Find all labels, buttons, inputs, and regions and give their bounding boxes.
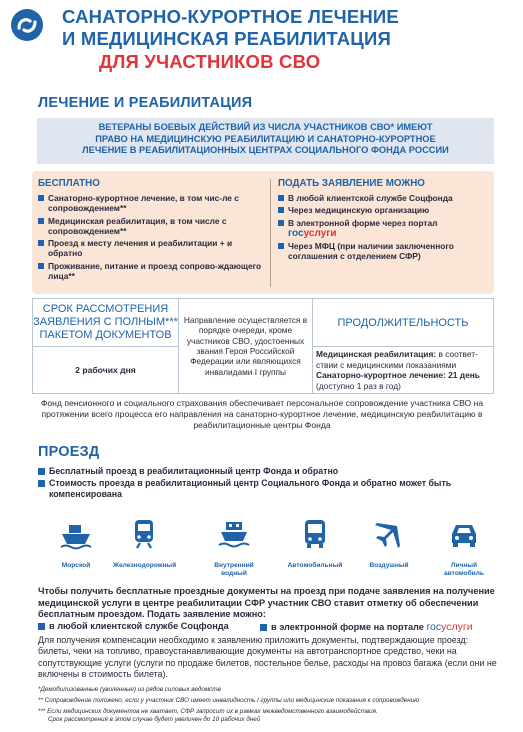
transport-label [203,562,265,577]
footnote: *** Если медицинских документов не хватает, СФР запросит их в рамках межведомственного взаимодействия. [38,708,378,715]
car-icon [441,517,487,563]
footnote: ** Сопровождение положено, если у участник СВО имеет инвалидность I группы или медицинские показания к сопровождению [38,697,419,704]
compensation-text: Для получения компенсации необходимо к заявлению приложить документы, подтверждающие проезд: билеты, чеки на топливо, правоустанавливающие документы на автотранспортное средство, чеки на сопутствующие услуги (услуги по продаже билетов, постельное белье, расходы на провоз багажа (если они не включены в стоимость билета). [38,635,497,679]
free-heading: БЕСПЛАТНО [38,178,100,189]
travel-item: Бесплатный проезд в реабилитационный центр Фонда и обратно [38,466,498,477]
support-note: Фонд пенсионного и социального страхования обеспечивает персональное сопровождение участника СВО на протяжении всего процесса его направления на санаторно-курортное лечение, медицинскую реабилитацию в реабилитационные центры Фонда [40,398,484,430]
apply-column [278,178,490,264]
option-text: в любой клиентской службе Соцфонда [49,621,229,631]
transport-label-text: Внутренний водный [214,562,254,577]
travel-item: Стоимость проезда в реабилитационный центр Социального Фонда и обратно может быть компенсирована [38,478,498,500]
free-item: Проезд к месту лечения и реабилитации + и обратно [38,238,264,259]
conditions-table [32,298,494,394]
benefits-panel [32,171,494,294]
apply-heading: ПОДАТЬ ЗАЯВЛЕНИЕ МОЖНО [278,178,425,189]
train-icon [121,517,167,563]
transport-label: Железнодорожный [113,562,177,569]
apply-item [278,218,490,240]
free-travel-instructions: Чтобы получить бесплатные проездные документы на проезд при подаче заявления на получение медицинской услуги в центре реабилитации СФР участник СВО ставит отметку об обеспечении бесплатным проездом. Подать заявление можно: [38,586,495,620]
title-line2: И МЕДИЦИНСКАЯ РЕАБИЛИТАЦИЯ [62,28,391,49]
intro-banner [37,118,494,164]
apply-item: В любой клиентской службе Соцфонда [278,193,490,203]
option-client-service [38,621,229,631]
option-online [260,621,473,633]
gosuslugi-logo-part1: гос [426,621,442,633]
transport-label: Автомобильный [287,562,343,569]
table-queue-note: Направление осуществляется в порядке очереди, кроме участников СВО, удостоенных звания Героя Российской Федерации или являющихся инвалидами I группы [179,299,313,394]
title-line3: ДЛЯ УЧАСТНИКОВ СВО [99,51,321,72]
intro-line3: ЛЕЧЕНИЕ В РЕАБИЛИТАЦИОННЫХ ЦЕНТРАХ СОЦИАЛЬНОГО ФОНДА РОССИИ [82,145,449,155]
option-text: в электронной форме на портале [271,622,424,632]
bus-icon [292,517,338,563]
footnote: Срок рассмотрения в этом случае будет увеличен до 10 рабочих дней [48,716,261,723]
section-heading-treatment: ЛЕЧЕНИЕ И РЕАБИЛИТАЦИЯ [38,95,253,111]
footnote: *Демобилизованные (уволенные) из рядов силовых ведомств [38,686,221,693]
table-header-term: СРОК РАССМОТРЕНИЯ ЗАЯВЛЕНИЯ С ПОЛНЫМ*** ПАКЕТОМ ДОКУМЕНТОВ [33,299,179,347]
apply-item: Через медицинскую организацию [278,205,490,215]
airplane-icon [366,517,412,563]
intro-line2: ПРАВО НА МЕДИЦИНСКУЮ РЕАБИЛИТАЦИЮ И САНАТОРНО-КУРОРТНОЕ [95,133,436,144]
bullet-square-icon [260,624,267,631]
free-column [38,178,264,283]
duration-med-label: Медицинская реабилитация: [316,349,437,359]
table-term-value: 2 рабочих дня [33,347,179,394]
title-line1: САНАТОРНО-КУРОРТНОЕ ЛЕЧЕНИЕ [62,6,399,27]
panel-divider [270,179,271,287]
free-item: Санаторно-курортное лечение, в том чис-ле с сопровождением** [38,193,264,214]
table-duration-value [313,347,494,394]
transport-label: Морской [61,562,91,569]
gosuslugi-logo[interactable] [288,228,337,239]
sfr-logo-icon [10,8,44,42]
duration-san-label: Санаторно-курортное лечение: 21 день [316,370,480,380]
intro-line1: ВЕТЕРАНЫ БОЕВЫХ ДЕЙСТВИЙ ИЗ ЧИСЛА УЧАСТНИКОВ СВО* ИМЕЮТ [98,122,433,132]
gosuslugi-logo-part2: услуги [303,227,337,239]
section-heading-travel: ПРОЕЗД [38,444,100,460]
river-boat-icon [211,517,257,563]
ship-icon [53,517,99,563]
gosuslugi-logo[interactable] [426,621,472,633]
bullet-square-icon [38,623,45,630]
transport-label: Личный автомобиль [444,562,484,577]
gosuslugi-logo-part2: услуги [441,621,473,633]
transport-label: Воздушный [369,562,409,569]
apply-item-text: В электронной форме через портал [288,217,438,228]
travel-list [38,466,498,501]
free-item: Проживание, питание и проезд сопрово-ждающего лица** [38,261,264,282]
duration-med-value: в соответ-ствии с медицинскими показаниями [316,349,478,370]
duration-san-value: (доступно 1 раз в год) [316,380,401,391]
table-header-duration: ПРОДОЛЖИТЕЛЬНОСТЬ [313,299,494,347]
gosuslugi-logo-part1: гос [288,227,304,239]
apply-item: Через МФЦ (при наличии заключенного соглашения с отделением СФР) [278,241,490,262]
free-item: Медицинская реабилитация, в том числе с сопровождением** [38,216,264,237]
